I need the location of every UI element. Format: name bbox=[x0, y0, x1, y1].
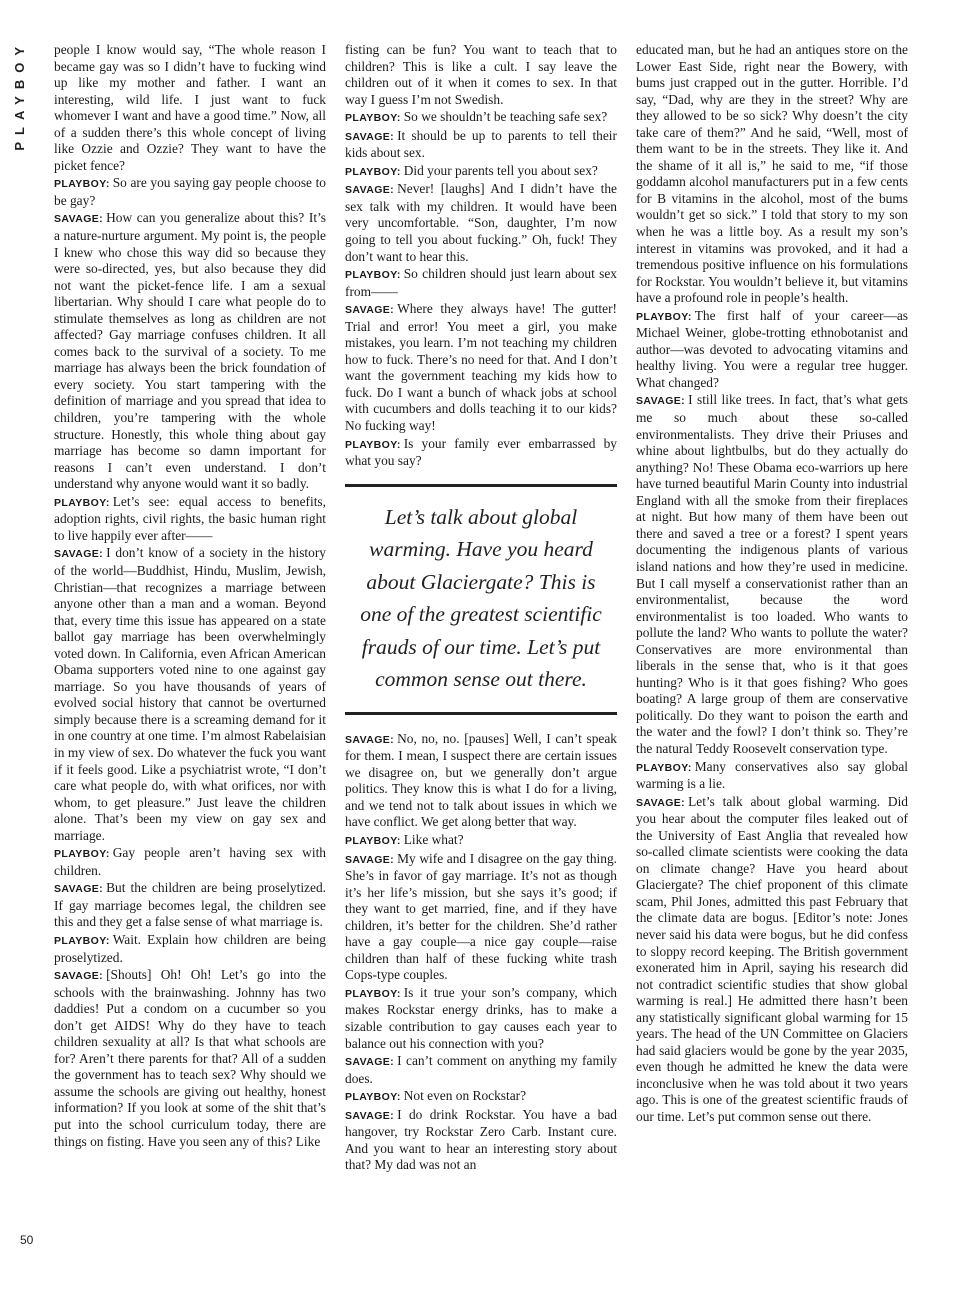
column-2 bbox=[345, 42, 617, 1175]
paragraph-text: people I know would say, “The whole reason I became gay was so I didn’t have to fucking wind up like my mother and father. I want an interesting, wild life. I just want to fuck whomever I want and have a good time.” Now, all of a sudden there’s this whole concept of living like Ozzie and Ozzie? They want to have the picket fence? bbox=[54, 42, 326, 173]
speaker-label: PLAYBOY: bbox=[345, 1091, 401, 1104]
interview-paragraph bbox=[345, 832, 617, 850]
paragraph-text: I can’t comment on anything my family does. bbox=[345, 1053, 617, 1086]
paragraph-text: So are you saying gay people choose to be gay? bbox=[54, 175, 326, 208]
interview-paragraph bbox=[345, 266, 617, 300]
paragraph-text: My wife and I disagree on the gay thing. She’s in favor of gay marriage. It’s not as though it’s her life’s mission, but she says it’s good; if they want to get married, fine, and if they have children, it’s better for the children. She’d rather have a gay couple—a nice gay couple—raise children than half of these fucking white trash Cops-type couples. bbox=[345, 850, 617, 983]
paragraph-text: Not even on Rockstar? bbox=[403, 1088, 527, 1104]
paragraph-text: Is your family ever embarrassed by what you say? bbox=[345, 435, 617, 469]
page-number: 50 bbox=[20, 1233, 34, 1247]
speaker-label: SAVAGE: bbox=[636, 796, 686, 809]
paragraph-text: Never! [laughs] And I didn’t have the sex talk with my children. It would have been very uncomfortable. “Son, daughter, I’m now going to tell you about fucking.” Oh, fuck! They don’t want to hear this. bbox=[345, 181, 617, 264]
interview-paragraph bbox=[345, 1053, 617, 1087]
speaker-label: PLAYBOY: bbox=[345, 987, 401, 1000]
interview-paragraph bbox=[345, 731, 617, 831]
paragraph-text: Let’s see: equal access to benefits, adoption rights, civil rights, the basic human right to live happily ever after—— bbox=[54, 493, 326, 543]
speaker-label: PLAYBOY: bbox=[636, 310, 692, 323]
magazine-title: PLAYBOY bbox=[12, 40, 27, 151]
paragraph-text: Many conservatives also say global warming is a lie. bbox=[636, 758, 908, 792]
speaker-label: PLAYBOY: bbox=[54, 848, 110, 861]
column-3 bbox=[636, 42, 908, 1127]
interview-paragraph bbox=[54, 175, 326, 209]
speaker-label: SAVAGE: bbox=[345, 1056, 395, 1069]
speaker-label: SAVAGE: bbox=[345, 853, 395, 866]
speaker-label: PLAYBOY: bbox=[345, 165, 401, 178]
interview-paragraph bbox=[345, 1107, 617, 1174]
speaker-label: SAVAGE: bbox=[54, 548, 104, 561]
column-2-top bbox=[345, 42, 617, 470]
column-1 bbox=[54, 42, 326, 1151]
paragraph-text: So children should just learn about sex from—— bbox=[345, 266, 617, 299]
interview-paragraph bbox=[345, 163, 617, 181]
paragraph-text: Let’s talk about global warming. Did you hear about the computer files leaked out of the University of East Anglia that revealed how so-called climate scientists were cooking the data on climate change? Have you heard about Glaciergate? The chief proponent of this climate scam, Phil Jones, admitted this past February that the climate data are bogus. [Editor’s note: Jones never said his data were bogus, but he did confess to sloppy record keeping. The British government exonerated him in April, saying his research did not contradict scientific studies that show global warming is real.] He admitted there hasn’t been any statistically significant global warming for 15 years. The head of the UN Committee on Glaciers had said glaciers would be gone by the year 2035, even though he admitted he knew the data were inconclusive when he was told about it two years ago. This is one of the greatest scientific frauds of our time. Let’s put common sense out there. bbox=[636, 793, 908, 1124]
paragraph-text: But the children are being proselytized. If gay marriage becomes legal, the children see this and they get a false sense of what marriage is. bbox=[54, 880, 326, 930]
interview-paragraph bbox=[345, 985, 617, 1052]
paragraph-text: No, no, no. [pauses] Well, I can’t speak for them. I mean, I suspect there are certain issues we disagree on, but we generally don’t argue politics. They know this is what I do for a living, and we tend not to talk about issues in which we have conflict. We get along better that way. bbox=[345, 730, 617, 830]
paragraph-text: Gay people aren’t having sex with children. bbox=[54, 845, 326, 878]
interview-paragraph bbox=[345, 109, 617, 127]
interview-paragraph bbox=[636, 392, 908, 757]
interview-paragraph bbox=[54, 932, 326, 966]
speaker-label: SAVAGE: bbox=[54, 970, 104, 983]
interview-paragraph bbox=[636, 794, 908, 1126]
paragraph-text: I don’t know of a society in the history of the world—Buddhist, Hindu, Muslim, Jewish, Christian—that recognizes a marriage between anyone other than a man and a woman. Beyond that, every time this issue has appeared on a state ballot gay marriage has been overwhelmingly voted down. In California, even African American Obama supporters voted nine to one against gay marriage. So you have thousands of years of evolved social history that cannot be overturned simply because there is a screaming demand for it in one country at one time. I’m almost Rabelaisian in my view of sex. Do whatever the fuck you want if it feels good. Like a psychiatrist wrote, “I don’t care what people do, with what orifices, nor with whom, to get pleasure.” Just leave the children alone. That’s been my view on gay sex and marriage. bbox=[54, 545, 326, 843]
speaker-label: PLAYBOY: bbox=[345, 438, 401, 451]
paragraph-text: fisting can be fun? You want to teach that to children? This is like a cult. I say leave the children out of it when it comes to sex. In that way I guess I’m not Swedish. bbox=[345, 42, 617, 107]
paragraph-text: Wait. Explain how children are being proselytized. bbox=[54, 931, 326, 965]
paragraph-text: So we shouldn’t be teaching safe sex? bbox=[403, 109, 608, 125]
speaker-label: SAVAGE: bbox=[54, 213, 104, 226]
speaker-label: PLAYBOY: bbox=[345, 269, 401, 282]
speaker-label: SAVAGE: bbox=[54, 883, 104, 896]
paragraph-text: How can you generalize about this? It’s a nature-nurture argument. My point is, the people I knew who chose this way did so because they were so-directed, yes, but also because they did not want the picket-fence life. I am a sexual libertarian. Why should I care what people do to stimulate themselves as long as children are not affected? Gay marriage confuses children. It all comes back to the survival of a society. To me marriage has always been the brick foundation of every society. You start tampering with the definition of marriage and you spread that idea to children, you’re tampering with the whole structure. Honestly, this whole thing about gay marriage has become so damn important for reasons I can’t even understand. I don’t understand why anyone would want it so badly. bbox=[54, 210, 326, 492]
paragraph-text: [Shouts] Oh! Oh! Let’s go into the schools with the brainwashing. Johnny has two daddies! Put a condom on a cucumber so you don’t get AIDS! Why do they have to teach children sexuality at all? Is that what schools are for? Aren’t there parents for that? All of a sudden the government has to teach sex? Why should we assume the schools are giving out healthy, honest information? If you look at some of the shit that’s put into the school curriculum today, there are things on fisting. Have you seen any of this? Like bbox=[54, 967, 326, 1149]
interview-paragraph bbox=[54, 967, 326, 1150]
interview-paragraph bbox=[345, 301, 617, 434]
paragraph-text: Is it true your son’s company, which makes Rockstar energy drinks, has to make a sizable contribution to gay causes each year to balance out his connection with you? bbox=[345, 984, 617, 1051]
column-2-bottom bbox=[345, 731, 617, 1174]
speaker-label: PLAYBOY: bbox=[345, 112, 401, 125]
paragraph-text: Where they always have! The gutter! Trial and error! You meet a girl, you make mistakes, you learn. I’m not teaching my children how to fuck. There’s no need for that. And I don’t want the government teaching my kids how to fuck. Do I want a bunch of whack jobs at school with cucumbers and dolls teaching it to our kids? No fucking way! bbox=[345, 301, 617, 434]
paragraph-text: Did your parents tell you about sex? bbox=[403, 162, 598, 178]
speaker-label: SAVAGE: bbox=[345, 130, 395, 143]
speaker-label: PLAYBOY: bbox=[54, 934, 110, 947]
speaker-label: PLAYBOY: bbox=[636, 761, 692, 774]
speaker-label: SAVAGE: bbox=[345, 184, 395, 197]
paragraph-text: It should be up to parents to tell their kids about sex. bbox=[345, 127, 617, 161]
interview-paragraph bbox=[345, 181, 617, 265]
speaker-label: SAVAGE: bbox=[345, 304, 395, 317]
interview-paragraph bbox=[345, 42, 617, 108]
interview-paragraph bbox=[345, 1088, 617, 1106]
speaker-label: SAVAGE: bbox=[636, 395, 686, 408]
speaker-label: SAVAGE: bbox=[345, 1109, 395, 1122]
interview-paragraph bbox=[54, 880, 326, 931]
speaker-label: PLAYBOY: bbox=[54, 496, 110, 509]
interview-paragraph bbox=[636, 42, 908, 307]
paragraph-text: Like what? bbox=[403, 831, 464, 847]
interview-paragraph bbox=[345, 851, 617, 984]
interview-paragraph bbox=[636, 759, 908, 793]
paragraph-text: I still like trees. In fact, that’s what gets me so much about these so-called environmentalists. They drive their Priuses and whine about lightbulbs, but do they actually do anything? No! These Obama eco-warriors up here have turned beautiful Marin County into industrial England with all the smoke from their fireplaces at night. But how many of them have been out there and saved a tree or a forest? I spent years documenting the indigenous plants of various island nations and how they’re used in medicine. But I call myself a conservationist rather than an environmentalist, because the word environmentalist is too loaded. Who wants to pollute the land? Who wants to pollute the water? Conservatives are more environmental than liberals in the sense that, who is it that goes hunting? Who is it that goes fishing? Who goes boating? A large group of them are conservative politically. Do they want to poison the earth and the water and the fowl? I don’t think so. They’re the natural Teddy Roosevelt conservation type. bbox=[636, 392, 908, 756]
pull-quote: Let’s talk about global warming. Have you heard about Glaciergate? This is one of the greatest scientific frauds of our time. Let’s put common sense out there. bbox=[345, 484, 617, 715]
interview-paragraph bbox=[636, 308, 908, 392]
interview-paragraph bbox=[54, 42, 326, 174]
paragraph-text: educated man, but he had an antiques store on the Lower East Side, right near the Bowery, with bums just crapped out in the gutter. Horrible. I’d say, “Dad, why are they in the street? Why are they allowed to be so sick? Why doesn’t the city take care of them?” And he said, “Well, most of them want to be in the streets. They like it. And the shame of it all is,” he said to me, “if those goddamn alcohol manufacturers put in a few cents for B vitamins in the alcohol, most of the bums wouldn’t get so sick.” I told that story to my son when he was a little boy. As a result my son’s interest in vitamins was provoked, and it had a tremendous positive influence on his formulations for Rockstar. You wouldn’t believe it, but vitamins have a profound role in people’s health. bbox=[636, 42, 908, 306]
interview-paragraph bbox=[345, 436, 617, 470]
paragraph-text: The first half of your career—as Michael Weiner, globe-trotting ethnobotanist and author—was devoted to advocating vitamins and healthy living. You were a regular tree hugger. What changed? bbox=[636, 307, 908, 390]
interview-paragraph bbox=[54, 210, 326, 492]
interview-paragraph bbox=[54, 845, 326, 879]
speaker-label: SAVAGE: bbox=[345, 733, 395, 746]
speaker-label: PLAYBOY: bbox=[345, 834, 401, 847]
interview-paragraph bbox=[54, 494, 326, 545]
interview-paragraph bbox=[345, 128, 617, 162]
interview-paragraph bbox=[54, 545, 326, 844]
paragraph-text: I do drink Rockstar. You have a bad hangover, try Rockstar Zero Carb. Instant cure. And you want to hear an interesting story about that? My dad was not an bbox=[345, 1106, 617, 1173]
speaker-label: PLAYBOY: bbox=[54, 178, 110, 191]
